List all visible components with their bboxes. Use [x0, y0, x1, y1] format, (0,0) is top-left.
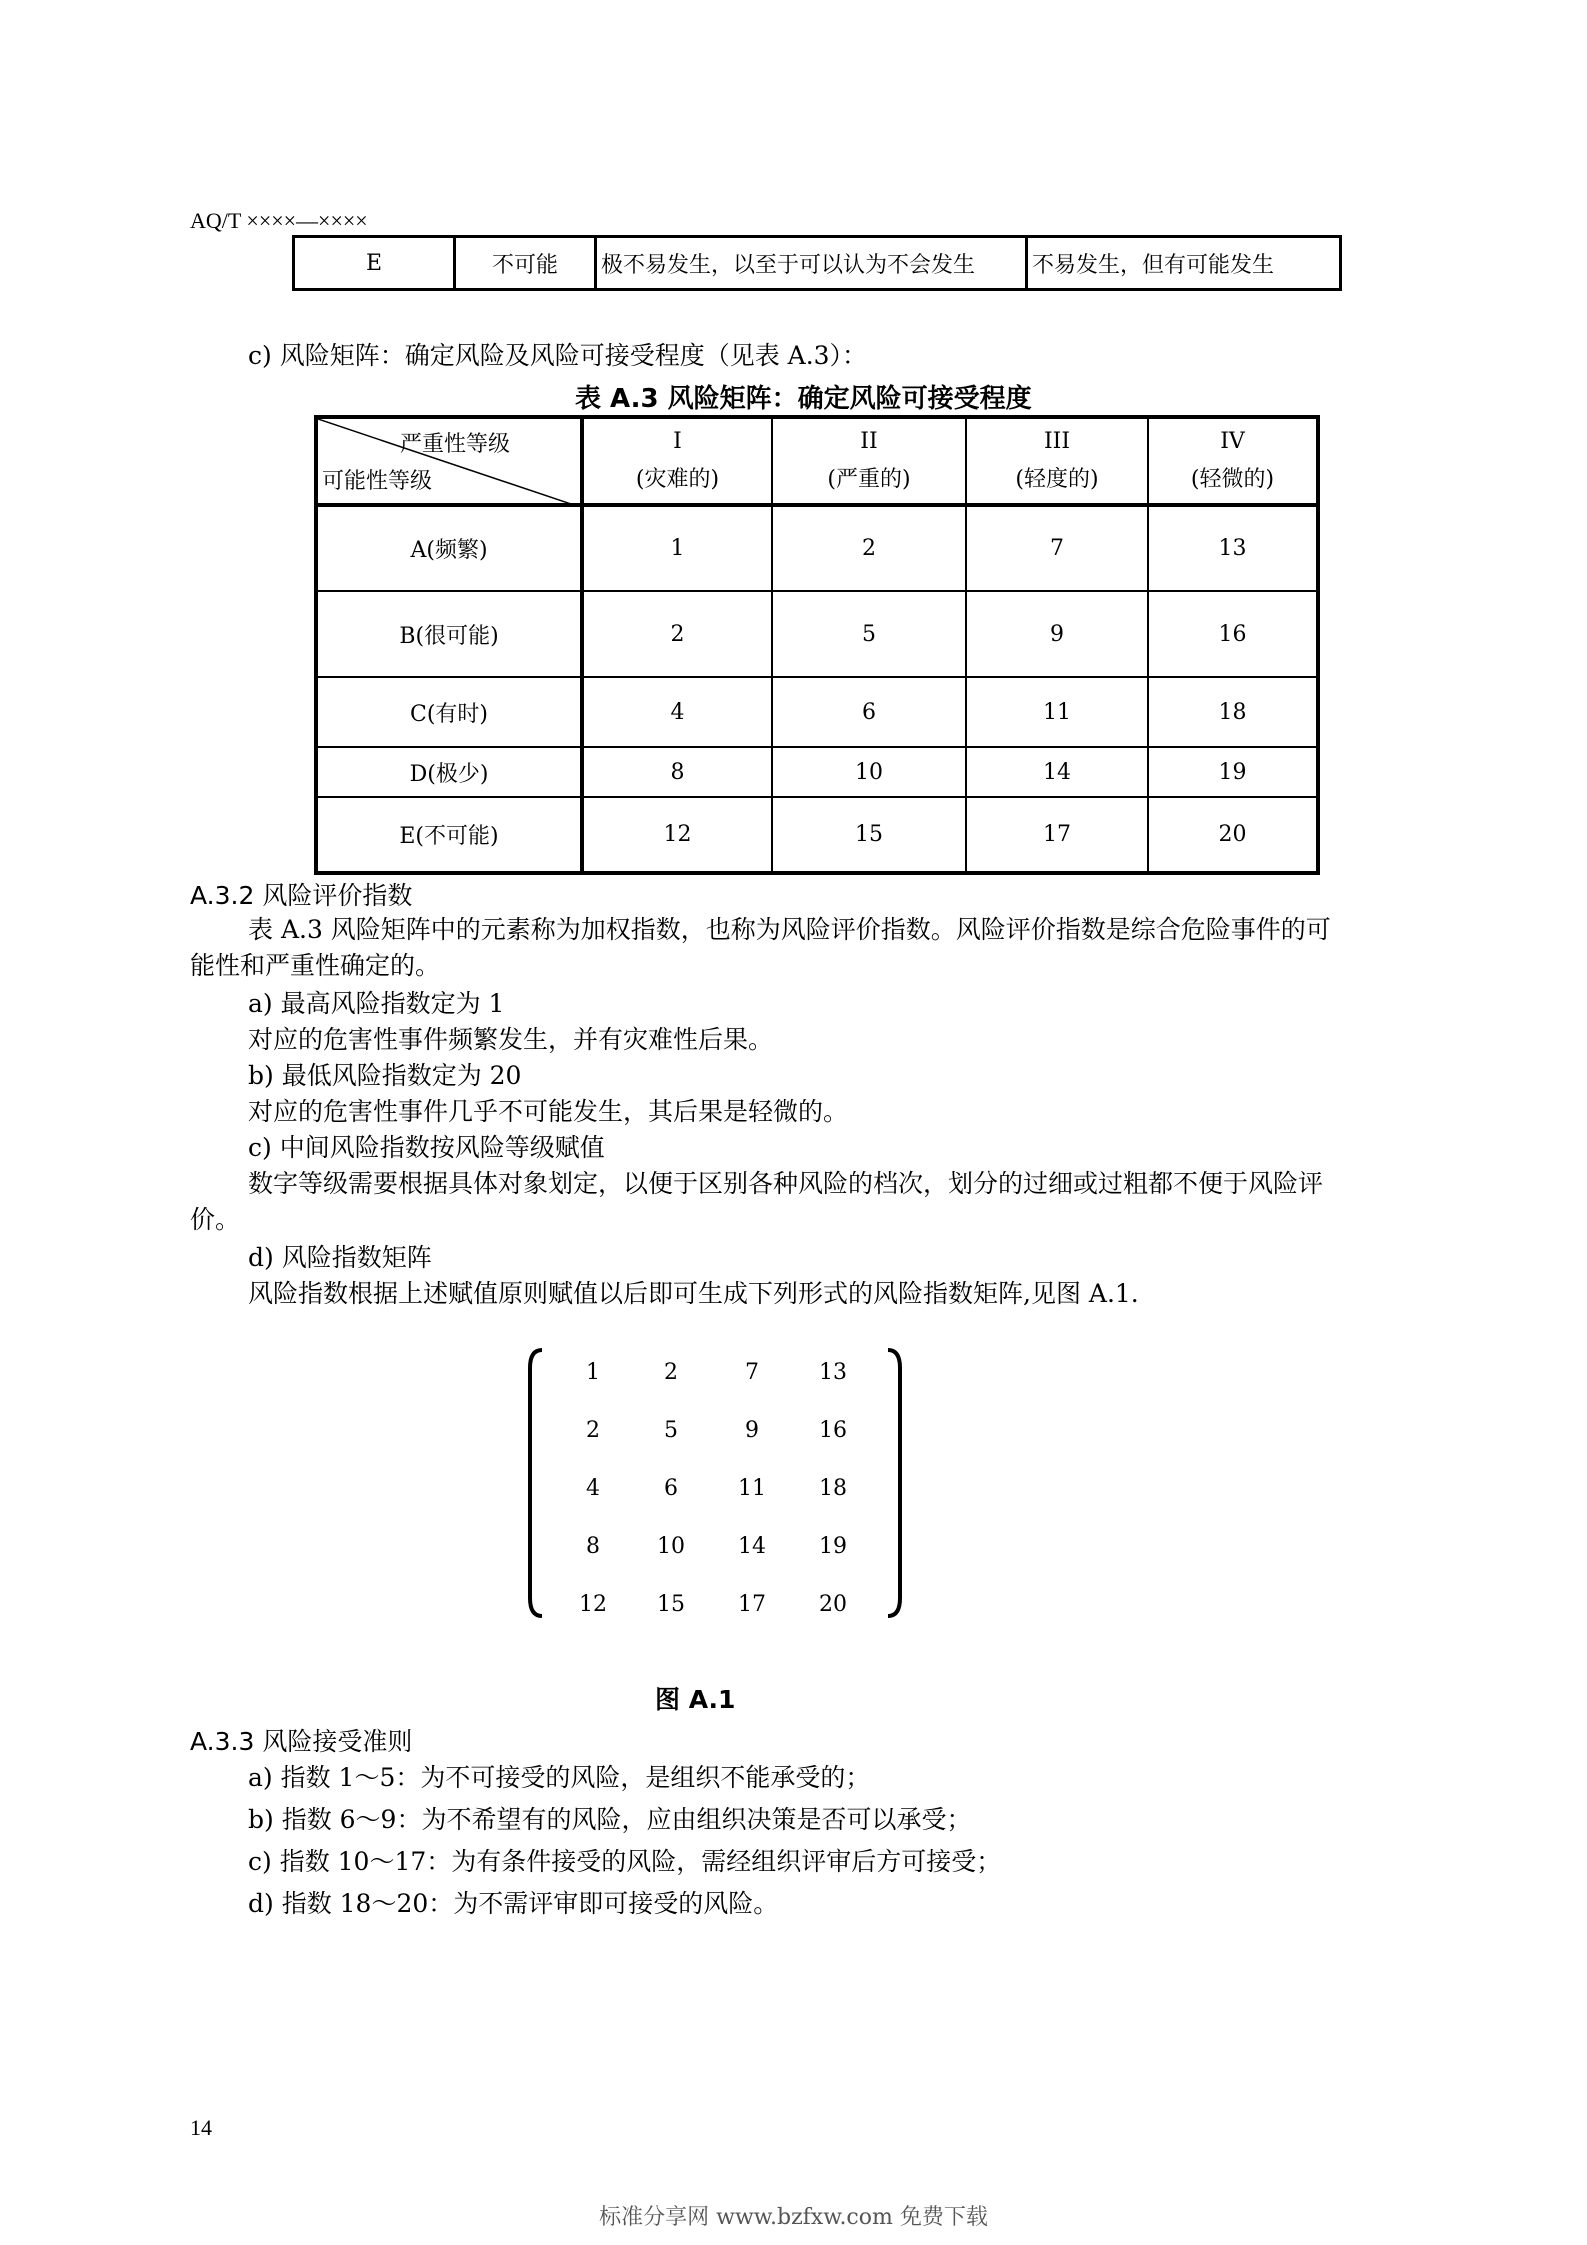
table-row — [316, 747, 1318, 797]
page-number: 14 — [190, 2115, 212, 2140]
matrix-cell: 4 — [582, 677, 772, 747]
item-c-text-continued: 价。 — [190, 1205, 241, 1234]
item-c-text: 数字等级需要根据具体对象划定，以便于区别各种风险的档次，划分的过细或过粗都不便于风险评 — [248, 1169, 1324, 1198]
matrix-cell: 12 — [582, 797, 772, 873]
matrix-value: 7 — [745, 1360, 759, 1385]
matrix-value: 6 — [664, 1476, 678, 1501]
column-header — [1148, 417, 1318, 505]
table-row — [316, 505, 1318, 591]
matrix-cell: 15 — [772, 797, 966, 873]
table-row — [316, 677, 1318, 747]
matrix-value: 16 — [819, 1418, 847, 1443]
criteria-item: d) 指数 18～20：为不需评审即可接受的风险。 — [248, 1889, 779, 1918]
matrix-cell: 19 — [1148, 747, 1318, 797]
risk-index-matrix — [520, 1346, 910, 1620]
watermark-text: 标准分享网 www.bzfxw.com 免费下载 — [599, 2205, 988, 2230]
matrix-cell: 7 — [966, 505, 1148, 591]
table-caption: 表 A.3 风险矩阵：确定风险可接受程度 — [575, 384, 1032, 414]
matrix-value: 12 — [579, 1592, 607, 1617]
paragraph-line: 表 A.3 风险矩阵中的元素称为加权指数，也称为风险评价指数。风险评价指数是综合危险事件的可 — [248, 915, 1331, 944]
severity-desc: (灾难的) — [635, 467, 720, 492]
matrix-value: 10 — [657, 1534, 685, 1559]
matrix-cell: 2 — [772, 505, 966, 591]
row-label: A(频繁) — [316, 505, 582, 591]
matrix-cell: 1 — [582, 505, 772, 591]
section-heading-a33: A.3.3 风险接受准则 — [190, 1727, 413, 1756]
matrix-cell: 8 — [582, 747, 772, 797]
matrix-value: 8 — [586, 1534, 600, 1559]
item-a-title: a) 最高风险指数定为 1 — [248, 989, 505, 1018]
table-cell: 极不易发生，以至于可以认为不会发生 — [596, 237, 1027, 290]
item-b-title: b) 最低风险指数定为 20 — [248, 1061, 522, 1090]
intro-c: c) 风险矩阵：确定风险及风险可接受程度（见表 A.3）： — [248, 341, 868, 370]
matrix-cell: 2 — [582, 591, 772, 677]
matrix-cell: 17 — [966, 797, 1148, 873]
table-row — [294, 237, 1341, 290]
column-header — [966, 417, 1148, 505]
item-c-title: c) 中间风险指数按风险等级赋值 — [248, 1133, 605, 1162]
table-header-row — [316, 417, 1318, 505]
severity-desc: (严重的) — [827, 467, 911, 492]
likelihood-table-fragment — [292, 235, 1342, 291]
item-d-title: d) 风险指数矩阵 — [248, 1243, 432, 1272]
paragraph-line: 能性和严重性确定的。 — [190, 951, 441, 980]
severity-desc: (轻度的) — [1015, 467, 1099, 492]
likelihood-level-label: 可能性等级 — [322, 469, 433, 494]
matrix-cell: 14 — [966, 747, 1148, 797]
table-row — [316, 797, 1318, 873]
row-label: B(很可能) — [316, 591, 582, 677]
matrix-value: 2 — [586, 1418, 600, 1443]
matrix-cell: 20 — [1148, 797, 1318, 873]
matrix-value: 15 — [657, 1592, 685, 1617]
criteria-item: b) 指数 6～9：为不希望有的风险，应由组织决策是否可以承受； — [248, 1805, 972, 1834]
matrix-value: 4 — [586, 1476, 600, 1501]
matrix-cell: 13 — [1148, 505, 1318, 591]
matrix-value: 20 — [819, 1592, 847, 1617]
matrix-cell: 16 — [1148, 591, 1318, 677]
row-label: C(有时) — [316, 677, 582, 747]
severity-level: IV — [1220, 429, 1245, 454]
severity-level-label: 严重性等级 — [399, 432, 510, 457]
matrix-value: 19 — [819, 1534, 847, 1559]
table-cell: 不易发生，但有可能发生 — [1027, 237, 1341, 290]
matrix-cell: 9 — [966, 591, 1148, 677]
matrix-value: 13 — [819, 1360, 847, 1385]
severity-desc: (轻微的) — [1190, 467, 1275, 492]
matrix-value: 1 — [586, 1360, 600, 1385]
criteria-item: a) 指数 1～5：为不可接受的风险，是组织不能承受的； — [248, 1763, 871, 1792]
matrix-cell: 6 — [772, 677, 966, 747]
item-b-text: 对应的危害性事件几乎不可能发生，其后果是轻微的。 — [248, 1097, 849, 1126]
matrix-value: 2 — [664, 1360, 678, 1385]
standard-code-header: AQ/T ××××—×××× — [190, 208, 368, 233]
table-cell: E — [294, 237, 455, 290]
criteria-item: c) 指数 10～17：为有条件接受的风险，需经组织评审后方可接受； — [248, 1847, 1002, 1876]
matrix-value: 5 — [664, 1418, 678, 1443]
item-a-text: 对应的危害性事件频繁发生，并有灾难性后果。 — [248, 1025, 774, 1054]
diagonal-header-cell — [316, 417, 582, 505]
severity-level: I — [673, 429, 682, 454]
matrix-value: 17 — [738, 1592, 766, 1617]
matrix-value: 11 — [738, 1476, 766, 1501]
matrix-cell: 11 — [966, 677, 1148, 747]
column-header — [772, 417, 966, 505]
matrix-cell: 10 — [772, 747, 966, 797]
matrix-cell: 18 — [1148, 677, 1318, 747]
item-d-text: 风险指数根据上述赋值原则赋值以后即可生成下列形式的风险指数矩阵,见图 A.1. — [248, 1279, 1139, 1308]
table-cell: 不可能 — [455, 237, 596, 290]
column-header — [582, 417, 772, 505]
severity-level: III — [1043, 429, 1071, 454]
table-row — [316, 591, 1318, 677]
figure-caption: 图 A.1 — [655, 1685, 736, 1714]
matrix-cell: 5 — [772, 591, 966, 677]
matrix-value: 9 — [745, 1418, 759, 1443]
risk-matrix-table — [314, 415, 1320, 875]
row-label: E(不可能) — [316, 797, 582, 873]
row-label: D(极少) — [316, 747, 582, 797]
matrix-value: 14 — [738, 1534, 766, 1559]
severity-level: II — [860, 429, 878, 454]
matrix-value: 18 — [819, 1476, 847, 1501]
section-heading-a32: A.3.2 风险评价指数 — [190, 881, 413, 910]
